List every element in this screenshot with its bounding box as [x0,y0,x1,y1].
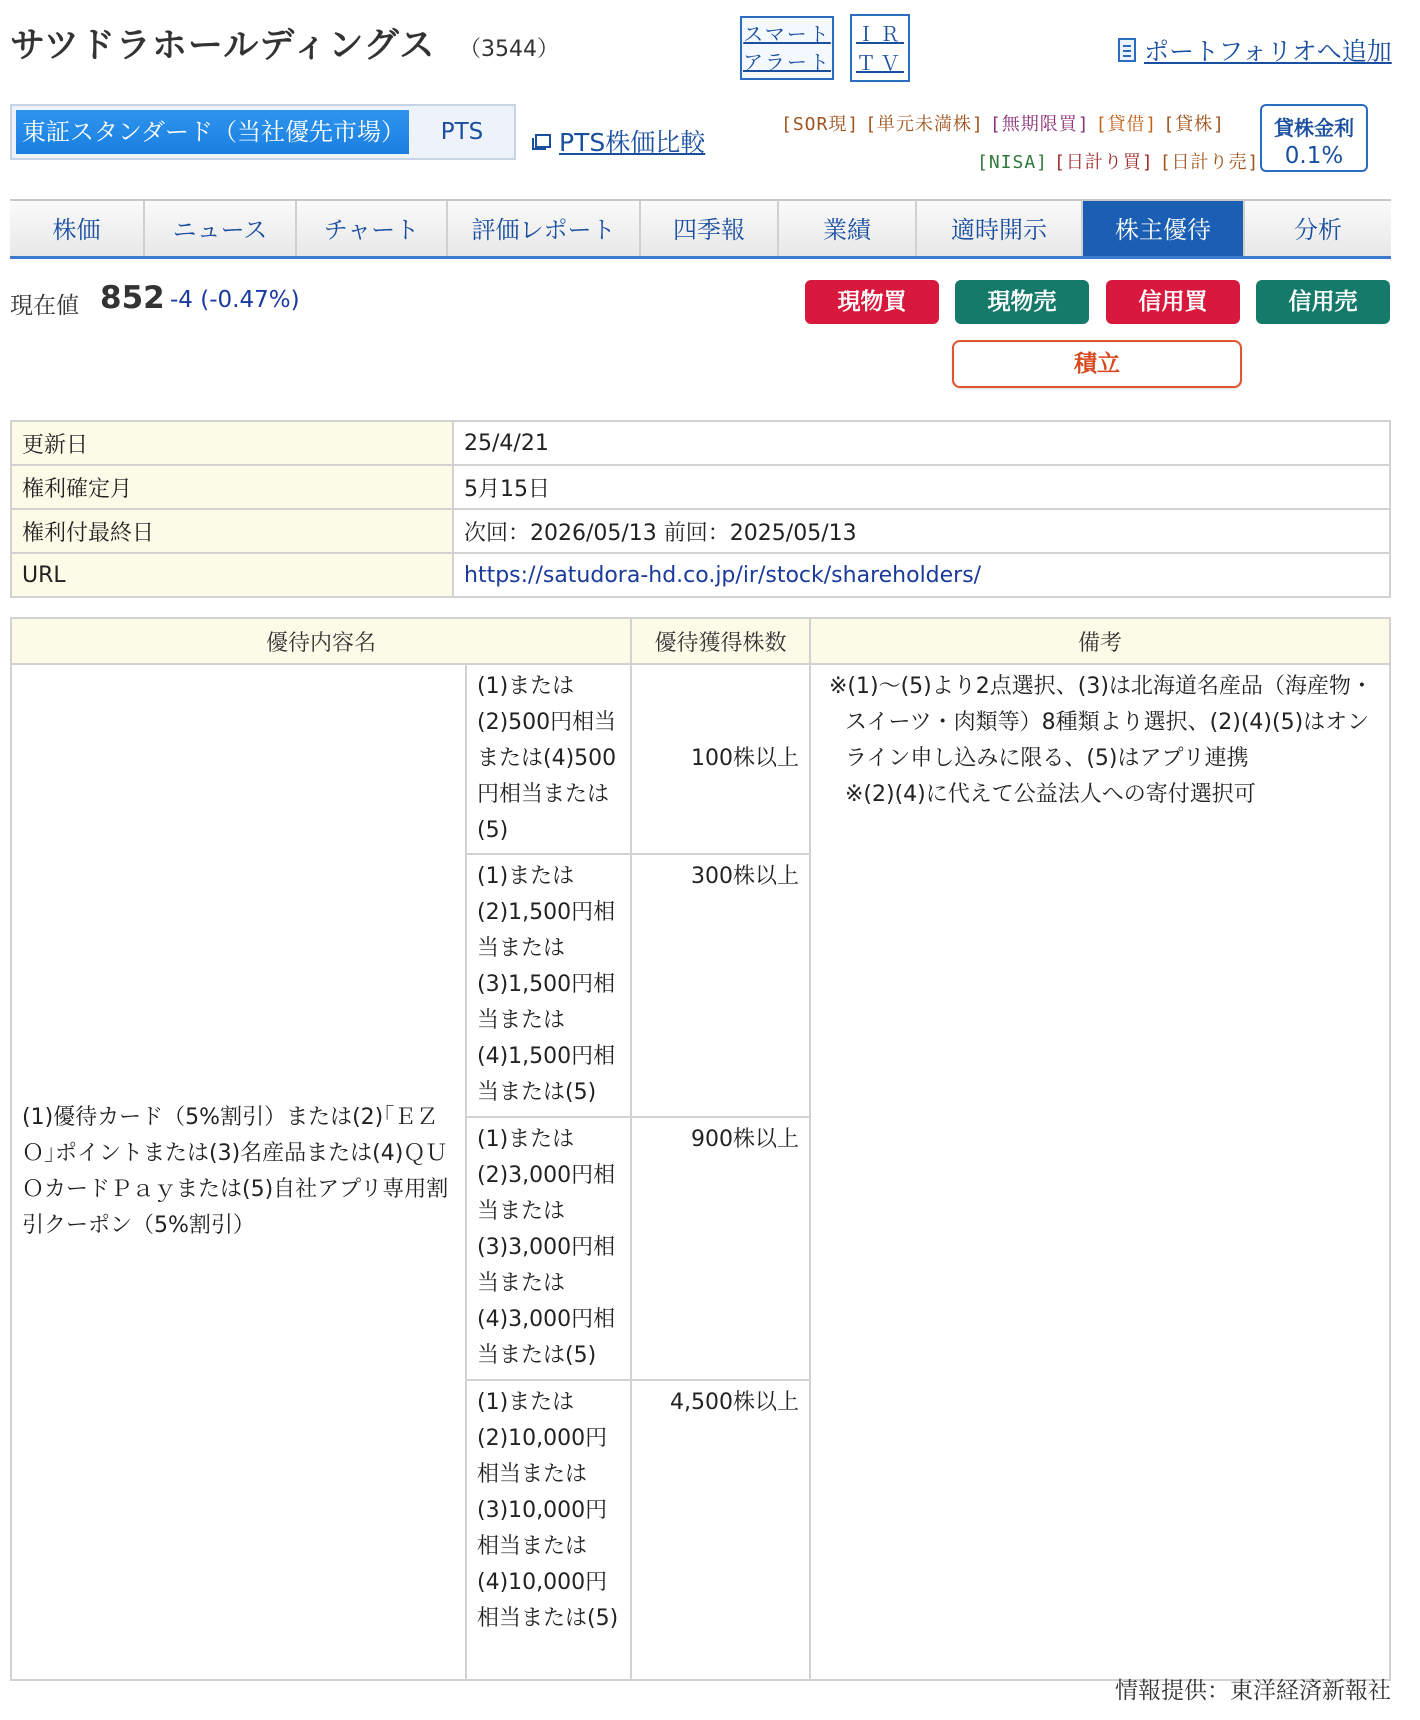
header-remarks: 備考 [810,618,1390,664]
tag-odd-lot: [単元未満株] [865,114,984,135]
tag-day-sell: [日計り売] [1159,152,1260,173]
benefit-info-table [10,420,1391,598]
add-to-portfolio-link[interactable] [1118,32,1392,68]
smart-alert-button[interactable] [740,16,834,80]
cash-buy-button[interactable]: 現物買 [805,280,939,324]
remarks [810,664,1390,1680]
header-shares: 優待獲得株数 [631,618,810,664]
new-window-icon [535,134,551,148]
last-trading-day-value: 次回：2026/05/13 前回：2025/05/13 [453,509,1390,553]
company-name: サツドラホールディングス [10,26,436,66]
tab-rating-report[interactable]: 評価レポート [448,201,641,256]
last-trading-day-label: 権利付最終日 [11,509,453,553]
margin-sell-button[interactable]: 信用売 [1256,280,1390,324]
smart-alert-label-2: アラート [743,50,831,74]
record-month-label: 権利確定月 [11,465,453,509]
tier-shares: 900株以上 [631,1117,810,1380]
tab-news[interactable]: ニュース [145,201,297,256]
tier-shares: 300株以上 [631,854,810,1117]
tag-sor: [SOR現] [781,114,860,135]
tier-content: (1)または(2)500円相当または(4)500円相当または(5) [466,664,631,854]
tsumitate-button[interactable]: 積立 [952,340,1242,388]
tab-performance[interactable]: 業績 [779,201,917,256]
cash-sell-button[interactable]: 現物売 [955,280,1089,324]
header-benefit-name: 優待内容名 [11,618,631,664]
tab-disclosure[interactable]: 適時開示 [917,201,1083,256]
data-source: 情報提供：東洋経済新報社 [1115,1678,1391,1704]
current-price-value: 852 [100,280,165,316]
table-row [11,664,1390,854]
ir-tv-button[interactable] [850,14,910,82]
remark-line: ※(2)(4)に代えて公益法人への寄付選択可 [845,782,1256,807]
loan-rate-box[interactable] [1260,104,1368,172]
ir-tv-label-1: ＩＲ [856,22,904,46]
market-selector [10,104,516,160]
benefit-details-table [10,617,1391,1681]
tier-content: (1)または(2)10,000円相当または(3)10,000円相当または(4)10,000円相当または(5) [466,1380,631,1680]
loan-rate-value: 0.1% [1284,143,1344,169]
tab-analysis[interactable]: 分析 [1294,216,1342,244]
table-row [11,553,1390,597]
tab-stock-price[interactable]: 株価 [10,201,145,256]
trade-tags-row-1 [775,110,1225,136]
remark-line: ※(1)〜(5)より2点選択、(3)は北海道名産品（海産物・スイーツ・肉類等）8種類より選択、(2)(4)(5)はオンライン申し込みに限る、(5)はアプリ連携 [829,674,1373,771]
pts-compare-link[interactable] [535,123,705,159]
tag-day-buy: [日計り買] [1054,152,1154,173]
tab-shareholder-benefits[interactable]: 株主優待 [1083,201,1245,256]
table-header-row [11,618,1390,664]
stock-code: （3544） [459,37,559,62]
tab-tse-standard[interactable]: 東証スタンダード（当社優先市場） [16,110,409,154]
tag-nisa: [NISA] [977,152,1049,173]
tag-unlimited-buy: [無期限買] [989,114,1090,135]
pts-compare-label: PTS株価比較 [559,128,706,157]
tier-content: (1)または(2)1,500円相当または(3)1,500円相当または(4)1,500円相当または(5) [466,854,631,1117]
tag-taishaku: [貸借] [1095,114,1158,135]
benefits-url-link[interactable]: https://satudora-hd.co.jp/ir/stock/shareholders/ [464,562,982,588]
table-row [11,509,1390,553]
url-label: URL [11,553,453,597]
price-change: -4 (-0.47%) [170,287,300,313]
document-icon [1118,38,1136,62]
benefit-name: (1)優待カード（5%割引）または(2)｢ＥＺＯ｣ポイントまたは(3)名産品または(4)ＱＵＯカードＰａｙまたは(5)自社アプリ専用割引クーポン（5%割引） [11,664,466,1680]
tag-kashikabu: [貸株] [1163,114,1225,135]
add-to-portfolio-label: ポートフォリオへ追加 [1144,37,1392,66]
tier-shares: 100株以上 [631,664,810,854]
table-row [11,465,1390,509]
ir-tv-label-2: ＴＶ [856,51,904,75]
trade-tags-row-2 [971,148,1259,174]
nav-tabs [10,199,1391,259]
smart-alert-label-1: スマート [743,22,831,46]
table-row [11,421,1390,465]
tier-shares: 4,500株以上 [631,1380,810,1680]
tab-shikiho[interactable]: 四季報 [641,201,779,256]
update-date-label: 更新日 [11,421,453,465]
tab-pts[interactable]: PTS [440,119,484,145]
current-price-label: 現在値 [10,293,79,319]
tab-chart[interactable]: チャート [297,201,448,256]
record-month-value: 5月15日 [453,465,1390,509]
update-date-value: 25/4/21 [453,421,1390,465]
tier-content: (1)または(2)3,000円相当または(3)3,000円相当または(4)3,000円相当または(5) [466,1117,631,1380]
loan-rate-label: 貸株金利 [1274,116,1354,140]
margin-buy-button[interactable]: 信用買 [1106,280,1240,324]
